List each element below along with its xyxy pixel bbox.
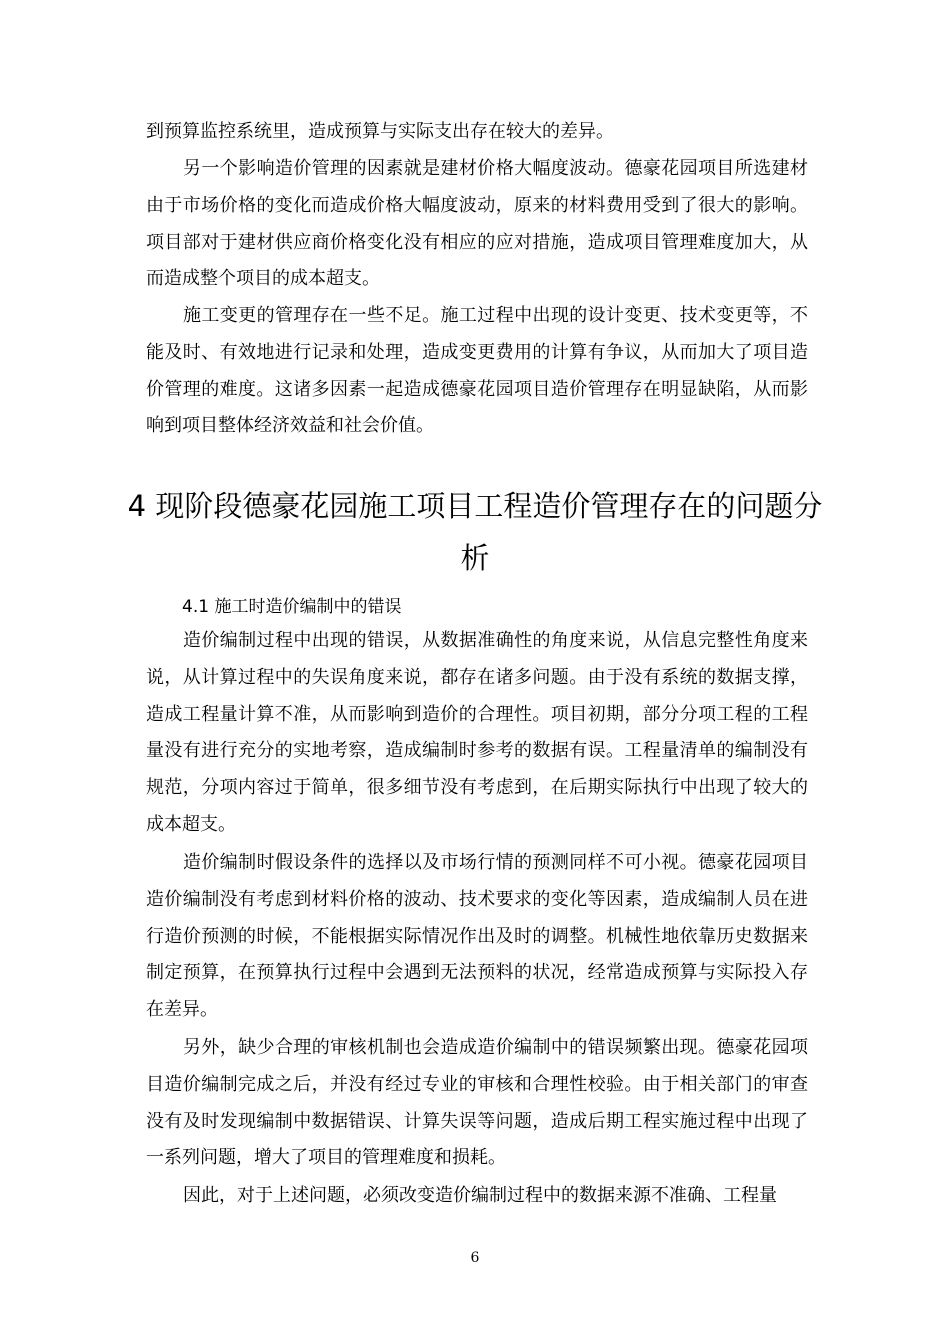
paragraph-material-price: 另一个影响造价管理的因素就是建材价格大幅度波动。德豪花园项目所选建材由于市场价格的变化而造成价格大幅度波动，原来的材料费用受到了很大的影响。项目部对于建材供应商价格变化没有相应的应对措施，造成项目管理难度加大，从而造成整个项目的成本超支。 (146, 158, 808, 290)
page-number: 6 (470, 1250, 480, 1266)
paragraph-data-errors: 造价编制过程中出现的错误，从数据准确性的角度来说，从信息完整性角度来说，从计算过程中的失误角度来说，都存在诸多问题。由于没有系统的数据支撑，造成工程量计算不准，从而影响到造价的合理性。项目初期，部分分项工程的工程量没有进行充分的实地考察，造成编制时参考的数据有误。工程量清单的编制没有规范，分项内容过于简单，很多细节没有考虑到，在后期实际执行中出现了较大的成本超支。 (146, 630, 808, 835)
paragraph-review-mechanism: 另外，缺少合理的审核机制也会造成造价编制中的错误频繁出现。德豪花园项目造价编制完成之后，并没有经过专业的审核和合理性校验。由于相关部门的审查没有及时发现编制中数据错误、计算失误等问题，造成后期工程实施过程中出现了一系列问题，增大了项目的管理难度和损耗。 (146, 1037, 808, 1169)
paragraph-continuation: 到预算监控系统里，造成预算与实际支出存在较大的差异。 (146, 121, 614, 142)
chapter-heading: 4 现阶段德豪花园施工项目工程造价管理存在的问题分析 (127, 489, 823, 575)
paragraph-construction-change: 施工变更的管理存在一些不足。施工过程中出现的设计变更、技术变更等，不能及时、有效地进行记录和处理，造成变更费用的计算有争议，从而加大了项目造价管理的难度。这诸多因素一起造成德豪花园项目造价管理存在明显缺陷，从而影响到项目整体经济效益和社会价值。 (146, 305, 808, 437)
section-heading: 4.1 施工时造价编制中的错误 (182, 597, 402, 617)
paragraph-assumptions: 造价编制时假设条件的选择以及市场行情的预测同样不可小视。德豪花园项目造价编制没有考虑到材料价格的波动、技术要求的变化等因素，造成编制人员在进行造价预测的时候，不能根据实际情况作出及时的调整。机械性地依靠历史数据来制定预算，在预算执行过程中会遇到无法预料的状况，经常造成预算与实际投入存在差异。 (146, 852, 808, 1021)
paragraph-conclusion: 因此，对于上述问题，必须改变造价编制过程中的数据来源不准确、工程量 (183, 1185, 777, 1206)
